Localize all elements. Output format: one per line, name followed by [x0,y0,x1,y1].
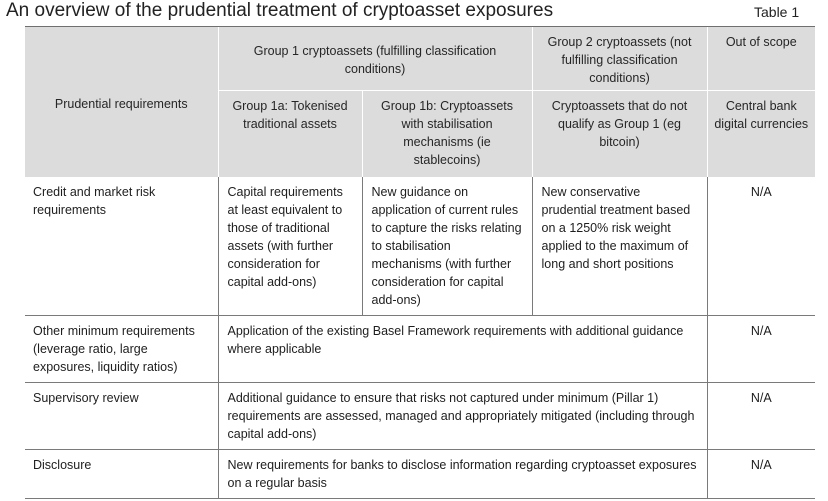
header-group1-cryptoassets: Group 1 cryptoassets (fulfilling classification conditions) [218,27,532,91]
row-label: Disclosure [25,450,218,499]
cell-out-of-scope: N/A [707,450,815,499]
table-row [25,316,815,383]
cell-group2: New conservative prudential treatment based on a 1250% risk weight applied to the maximum of long and short positions [532,177,707,316]
table-row [25,383,815,450]
header-out-of-scope: Out of scope [707,27,815,91]
cell-merged-treatment: Additional guidance to ensure that risks not captured under minimum (Pillar 1) requirements are assessed, managed and appropriately mitigated (including through capital add-ons) [218,383,707,450]
header-group2-sub: Cryptoassets that do not qualify as Group 1 (eg bitcoin) [532,91,707,178]
header-prudential-requirements: Prudential requirements [25,27,218,177]
cell-out-of-scope: N/A [707,177,815,316]
table-row [25,450,815,499]
cell-group1b: New guidance on application of current rules to capture the risks relating to stabilisation mechanisms (with further consideration for capital add-ons) [362,177,532,316]
table-row [25,177,815,316]
table-body [25,177,815,499]
cell-merged-treatment: Application of the existing Basel Framework requirements with additional guidance where applicable [218,316,707,383]
header-group1a: Group 1a: Tokenised traditional assets [218,91,362,178]
row-label: Supervisory review [25,383,218,450]
header-group1b: Group 1b: Cryptoassets with stabilisation mechanisms (ie stablecoins) [362,91,532,178]
cell-merged-treatment: New requirements for banks to disclose information regarding cryptoasset exposures on a regular basis [218,450,707,499]
row-label: Credit and market risk requirements [25,177,218,316]
header-cbdc: Central bank digital currencies [707,91,815,178]
page-title: An overview of the prudential treatment of cryptoasset exposures [6,0,554,21]
header-group2-cryptoassets: Group 2 cryptoassets (not fulfilling classification conditions) [532,27,707,91]
cell-out-of-scope: N/A [707,316,815,383]
table-number-label: Table 1 [754,4,800,20]
cell-out-of-scope: N/A [707,383,815,450]
table-header [25,27,815,177]
prudential-treatment-table [25,27,815,499]
header-row-top [25,27,815,91]
row-label: Other minimum requirements (leverage ratio, large exposures, liquidity ratios) [25,316,218,383]
cell-group1a: Capital requirements at least equivalent to those of traditional assets (with further consideration for capital add-ons) [218,177,362,316]
